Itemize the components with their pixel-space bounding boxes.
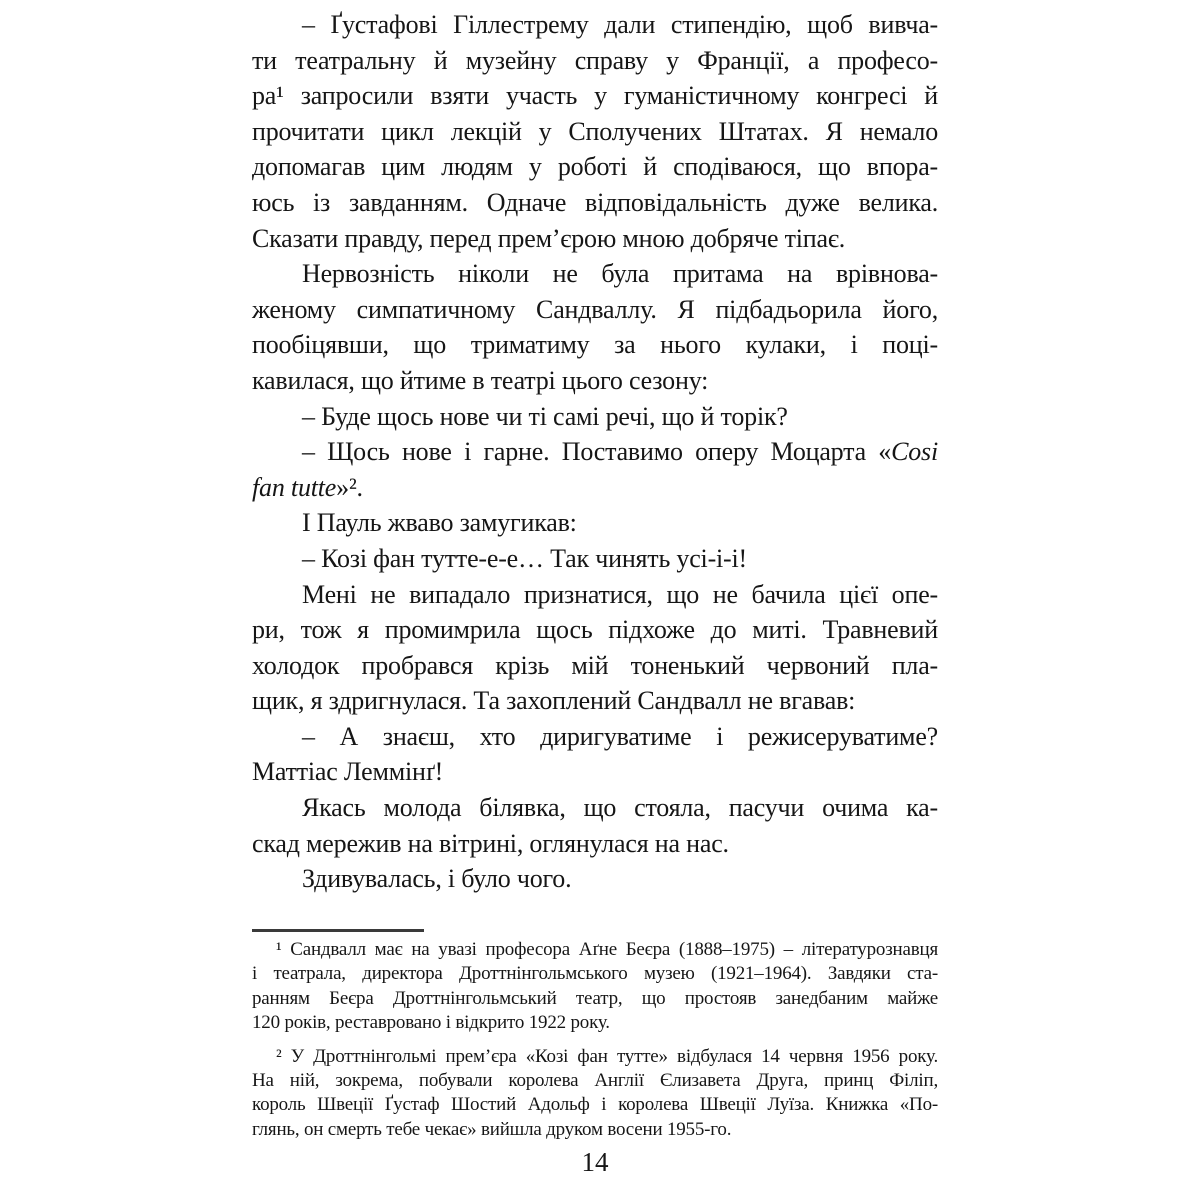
- footnote: [252, 1045, 938, 1143]
- text-segment: ¹ Сандвалл має на увазі професора Аґне Беєра (1888–1975) – літературознавця: [276, 939, 938, 960]
- footnote: [252, 938, 938, 1036]
- text-segment: король Швеції Ґустаф Шостий Адольф і королева Швеції Луїза. Книжка «По-: [252, 1094, 938, 1116]
- footnotes: [252, 938, 938, 1142]
- paragraph: [252, 577, 938, 719]
- text-line: [252, 7, 938, 43]
- text-line: [252, 861, 938, 897]
- text-segment: Мені не випадало признатися, що не бачила цієї опе-: [302, 579, 938, 609]
- text-line: [252, 683, 938, 719]
- text-line: [252, 327, 938, 363]
- text-segment: Маттіас Леммінґ!: [252, 757, 444, 787]
- text-segment: кавилася, що йтиме в театрі цього сезону:: [252, 365, 709, 395]
- paragraph: [252, 719, 938, 790]
- text-line: [252, 114, 938, 150]
- text-line: [252, 577, 938, 613]
- text-line: [252, 719, 938, 755]
- text-line: [252, 790, 938, 826]
- text-segment: – Козі фан тутте-е-е… Так чинять усі-і-і!: [302, 543, 747, 573]
- text-segment: Якась молода білявка, що стояла, пасучи очима ка-: [302, 793, 938, 823]
- text-line: [252, 399, 938, 435]
- text-segment: скад мережив на вітрині, оглянулася на нас.: [252, 828, 729, 858]
- text-line: [252, 1011, 938, 1035]
- paragraph: [252, 7, 938, 256]
- text-line: [252, 149, 938, 185]
- text-segment: І Пауль жваво замугикав:: [302, 508, 577, 538]
- text-segment: ² У Дроттнінгольмі прем’єра «Козі фан тутте» відбулася 14 червня 1956 року.: [276, 1045, 938, 1067]
- text-segment: – Щось нове і гарне. Поставимо оперу Моцарта «: [302, 437, 892, 467]
- text-segment: ранням Беєра Дроттнінгольмський театр, що простояв занедбаним майже: [252, 987, 938, 1009]
- paragraph: [252, 861, 938, 897]
- text-line: [252, 185, 938, 221]
- text-segment: Сказати правду, перед прем’єрою мною добряче тіпає.: [252, 223, 846, 253]
- text-segment: ти театральну й музейну справу у Франції, а професо-: [252, 45, 938, 75]
- text-line: [252, 256, 938, 292]
- text-line: [252, 363, 938, 399]
- paragraph: [252, 790, 938, 861]
- paragraph: [252, 434, 938, 505]
- text-line: [252, 962, 938, 986]
- text-segment: допомагав цим людям у роботі й сподіваюся, що впора-: [252, 152, 938, 182]
- text-line: [252, 1069, 938, 1093]
- text-segment: ра¹ запросили взяти участь у гуманістичному конгресі й: [252, 81, 938, 111]
- text-line: [252, 470, 938, 506]
- italic-text: Cosi: [891, 437, 938, 467]
- paragraph: [252, 399, 938, 435]
- text-line: [252, 78, 938, 114]
- text-segment: пообіцявши, що триматиму за нього кулаки, і поці-: [252, 330, 938, 360]
- text-segment: щик, я здригнулася. Та захоплений Сандвалл не вгавав:: [252, 686, 856, 716]
- text-line: [252, 612, 938, 648]
- text-segment: »².: [336, 472, 363, 502]
- text-line: [252, 292, 938, 328]
- text-line: [252, 648, 938, 684]
- body-text: [252, 7, 938, 897]
- paragraph: [252, 256, 938, 398]
- text-segment: – Ґустафові Гіллестрему дали стипендію, щоб вивча-: [302, 10, 938, 39]
- text-line: [252, 43, 938, 79]
- text-segment: юсь із завданням. Одначе відповідальність дуже велика.: [252, 187, 938, 217]
- text-line: [252, 541, 938, 577]
- text-block: [252, 0, 938, 1200]
- text-line: [252, 434, 938, 470]
- text-segment: глянь, он смерть тебе чекає» вийшла друком восени 1955-го.: [252, 1118, 732, 1140]
- page-number: 14: [581, 1147, 609, 1177]
- text-segment: Нервозність ніколи не була притама на врівнова-: [302, 259, 938, 289]
- text-segment: і театрала, директора Дроттнінгольмського музею (1921–1964). Завдяки ста-: [252, 963, 938, 985]
- text-line: [252, 1118, 938, 1142]
- text-line: [252, 505, 938, 541]
- text-segment: женому симпатичному Сандваллу. Я підбадьорила його,: [252, 294, 938, 324]
- text-segment: ри, тож я промимрила щось підхоже до миті. Травневий: [252, 615, 938, 645]
- text-line: [252, 1093, 938, 1117]
- footnote-separator: [252, 929, 424, 932]
- text-line: [252, 221, 938, 257]
- text-segment: – А знаєш, хто диригуватиме і режисеруватиме?: [302, 721, 938, 751]
- text-segment: На ній, зокрема, побували королева Англії Єлизавета Друга, принц Філіп,: [252, 1070, 938, 1092]
- text-segment: – Буде щось нове чи ті самі речі, що й торік?: [302, 401, 788, 431]
- text-line: [252, 1045, 938, 1069]
- text-segment: холодок пробрався крізь мій тоненький червоний пла-: [252, 650, 938, 680]
- paragraph: [252, 505, 938, 541]
- paragraph: [252, 541, 938, 577]
- text-line: [252, 938, 938, 962]
- text-segment: прочитати цикл лекцій у Сполучених Штатах. Я немало: [252, 116, 938, 146]
- text-line: [252, 754, 938, 790]
- italic-text: fan tutte: [252, 472, 337, 502]
- text-segment: 120 років, реставровано і відкрито 1922 року.: [252, 1012, 610, 1034]
- text-line: [252, 987, 938, 1011]
- text-segment: Здивувалась, і було чого.: [302, 864, 572, 894]
- text-line: [252, 826, 938, 862]
- footnote-area: [252, 929, 938, 1151]
